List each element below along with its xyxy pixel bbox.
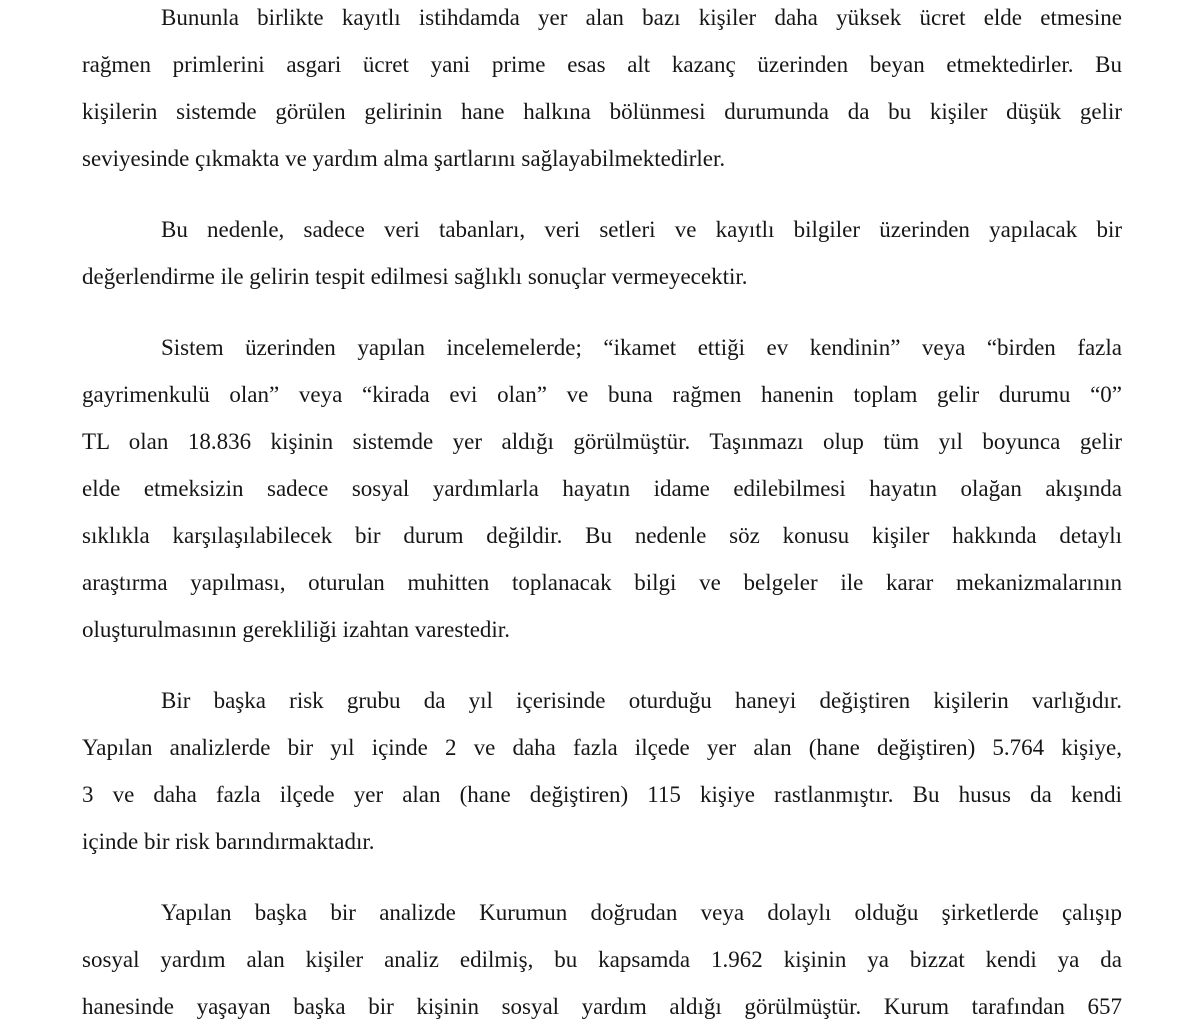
document-text bbox=[82, 0, 1122, 1028]
paragraph bbox=[82, 324, 1122, 653]
text-line: içinde bir risk barındırmaktadır. bbox=[82, 829, 375, 854]
paragraph bbox=[82, 889, 1122, 1028]
text-line: oluşturulmasının gerekliliği izahtan varestedir. bbox=[82, 617, 510, 642]
text-line: Bu nedenle, sadece veri tabanları, veri setleri ve kayıtlı bilgiler üzerinden yapılacak bir bbox=[161, 217, 1122, 242]
text-line: Yapılan analizlerde bir yıl içinde 2 ve daha fazla ilçede yer alan (hane değiştiren) 5.764 kişiye, bbox=[82, 735, 1122, 760]
text-line: kişilerin sistemde görülen gelirinin hane halkına bölünmesi durumunda da bu kişiler düşük gelir bbox=[82, 99, 1122, 124]
paragraph bbox=[82, 677, 1122, 865]
paragraph bbox=[82, 206, 1122, 300]
text-line: TL olan 18.836 kişinin sistemde yer aldığı görülmüştür. Taşınmazı olup tüm yıl boyunca gelir bbox=[82, 429, 1122, 454]
text-line: araştırma yapılması, oturulan muhitten toplanacak bilgi ve belgeler ile karar mekanizmalarının bbox=[82, 570, 1122, 595]
text-line: Sistem üzerinden yapılan incelemelerde; “ikamet ettiği ev kendinin” veya “birden fazla bbox=[161, 335, 1122, 360]
text-line: Yapılan başka bir analizde Kurumun doğrudan veya dolaylı olduğu şirketlerde çalışıp bbox=[161, 900, 1122, 925]
text-line: seviyesinde çıkmakta ve yardım alma şartlarını sağlayabilmektedirler. bbox=[82, 146, 726, 171]
text-line: Bununla birlikte kayıtlı istihdamda yer alan bazı kişiler daha yüksek ücret elde etmesine bbox=[161, 5, 1122, 30]
text-line: elde etmeksizin sadece sosyal yardımlarla hayatın idame edilebilmesi hayatın olağan akışında bbox=[82, 476, 1122, 501]
text-line: gayrimenkulü olan” veya “kirada evi olan” ve buna rağmen hanenin toplam gelir durumu “0” bbox=[82, 382, 1122, 407]
text-line: değerlendirme ile gelirin tespit edilmesi sağlıklı sonuçlar vermeyecektir. bbox=[82, 264, 748, 289]
paragraph bbox=[82, 0, 1122, 182]
text-line: sosyal yardım alan kişiler analiz edilmiş, bu kapsamda 1.962 kişinin ya bizzat kendi ya da bbox=[82, 947, 1122, 972]
text-line: 3 ve daha fazla ilçede yer alan (hane değiştiren) 115 kişiye rastlanmıştır. Bu husus da kendi bbox=[82, 782, 1122, 807]
text-line: hanesinde yaşayan başka bir kişinin sosyal yardım aldığı görülmüştür. Kurum tarafından 657 bbox=[82, 994, 1122, 1019]
text-line: sıklıkla karşılaşılabilecek bir durum değildir. Bu nedenle söz konusu kişiler hakkında detaylı bbox=[82, 523, 1122, 548]
text-line: rağmen primlerini asgari ücret yani prime esas alt kazanç üzerinden beyan etmektedirler. Bu bbox=[82, 52, 1122, 77]
text-line: Bir başka risk grubu da yıl içerisinde oturduğu haneyi değiştiren kişilerin varlığıdır. bbox=[161, 688, 1122, 713]
